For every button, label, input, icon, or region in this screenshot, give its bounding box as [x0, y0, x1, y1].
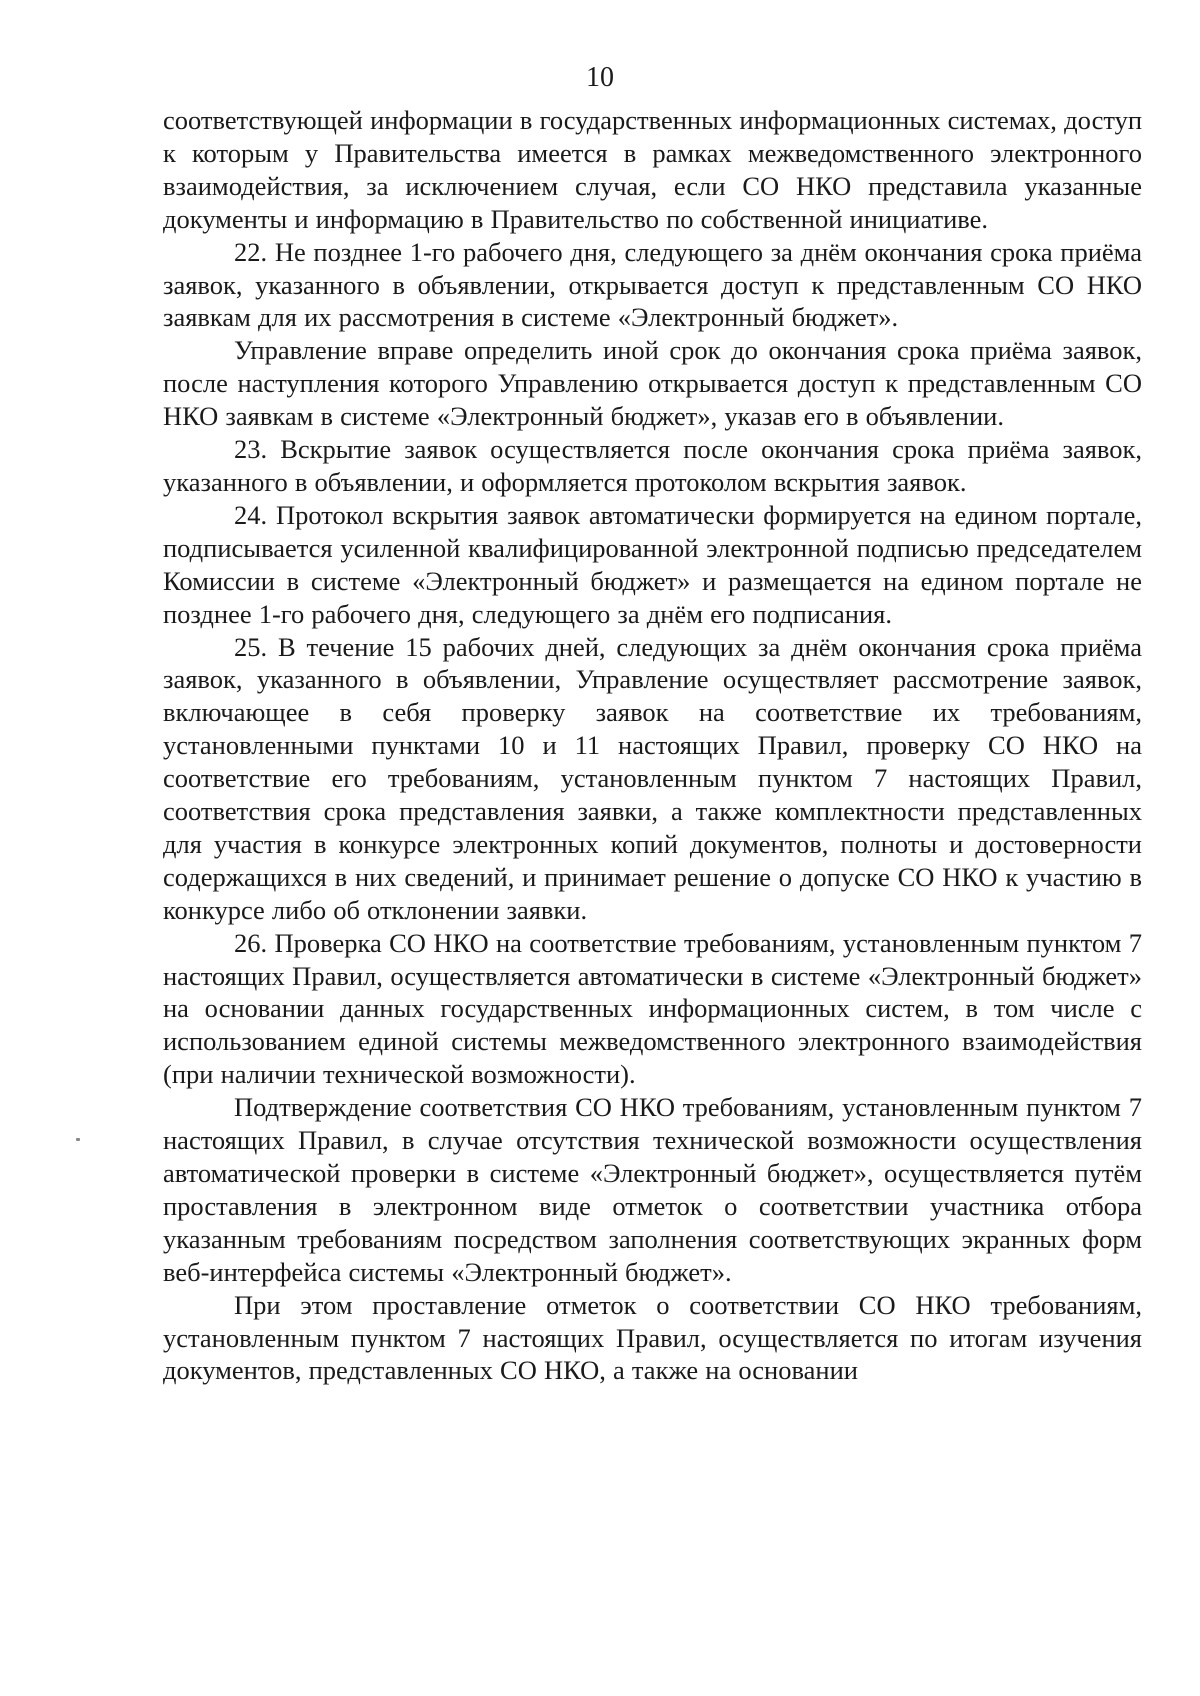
paragraph: 25. В течение 15 рабочих дней, следующих за днём окончания срока приёма заявок, указанного в объявлении, Управление осуществляет рассмотрение заявок, включающее в себя проверку заявок на соответствие их требованиям, установленными пунктами 10 и 11 настоящих Правил, проверку СО НКО на соответствие его требованиям, установленным пунктом 7 настоящих Правил, соответствия срока представления заявки, а также комплектности представленных для участия в конкурсе электронных копий документов, полноты и достоверности содержащихся в них сведений, и принимает решение о допуске СО НКО к участию в конкурсе либо об отклонении заявки. — [163, 631, 1142, 925]
paragraph: 23. Вскрытие заявок осуществляется после окончания срока приёма заявок, указанного в объявлении, и оформляется протоколом вскрытия заявок. — [163, 434, 1142, 497]
scan-artifact — [76, 1138, 80, 1141]
document-body — [163, 104, 1142, 1387]
paragraph: соответствующей информации в государственных информационных системах, доступ к которым у Правительства имеется в рамках межведомственного электронного взаимодействия, за исключением случая, если СО НКО представила указанные документы и информацию в Правительство по собственной инициативе. — [163, 105, 1142, 234]
paragraph: 24. Протокол вскрытия заявок автоматически формируется на едином портале, подписывается усиленной квалифицированной электронной подписью председателем Комиссии в системе «Электронный бюджет» и размещается на едином портале не позднее 1-го рабочего дня, следующего за днём его подписания. — [163, 499, 1142, 629]
paragraph: 26. Проверка СО НКО на соответствие требованиям, установленным пунктом 7 настоящих Правил, осуществляется автоматически в системе «Электронный бюджет» на основании данных государственных информационных систем, в том числе с использованием единой системы межведомственного электронного взаимодействия (при наличии технической возможности). — [163, 927, 1142, 1090]
paragraph: При этом проставление отметок о соответствии СО НКО требованиям, установленным пунктом 7 настоящих Правил, осуществляется по итогам изучения документов, представленных СО НКО, а также на основании — [163, 1289, 1142, 1386]
page-number: 10 — [586, 62, 614, 93]
paragraph: 22. Не позднее 1-го рабочего дня, следующего за днём окончания срока приёма заявок, указанного в объявлении, открывается доступ к представленным СО НКО заявкам для их рассмотрения в системе «Электронный бюджет». — [163, 236, 1142, 333]
paragraph: Управление вправе определить иной срок до окончания срока приёма заявок, после наступления которого Управлению открывается доступ к представленным СО НКО заявкам в системе «Электронный бюджет», указав его в объявлении. — [163, 335, 1142, 432]
paragraph: Подтверждение соответствия СО НКО требованиям, установленным пунктом 7 настоящих Правил, в случае отсутствия технической возможности осуществления автоматической проверки в системе «Электронный бюджет», осуществляется путём проставления в электронном виде отметок о соответствии участника отбора указанным требованиям посредством заполнения соответствующих экранных форм веб-интерфейса системы «Электронный бюджет». — [163, 1092, 1142, 1287]
